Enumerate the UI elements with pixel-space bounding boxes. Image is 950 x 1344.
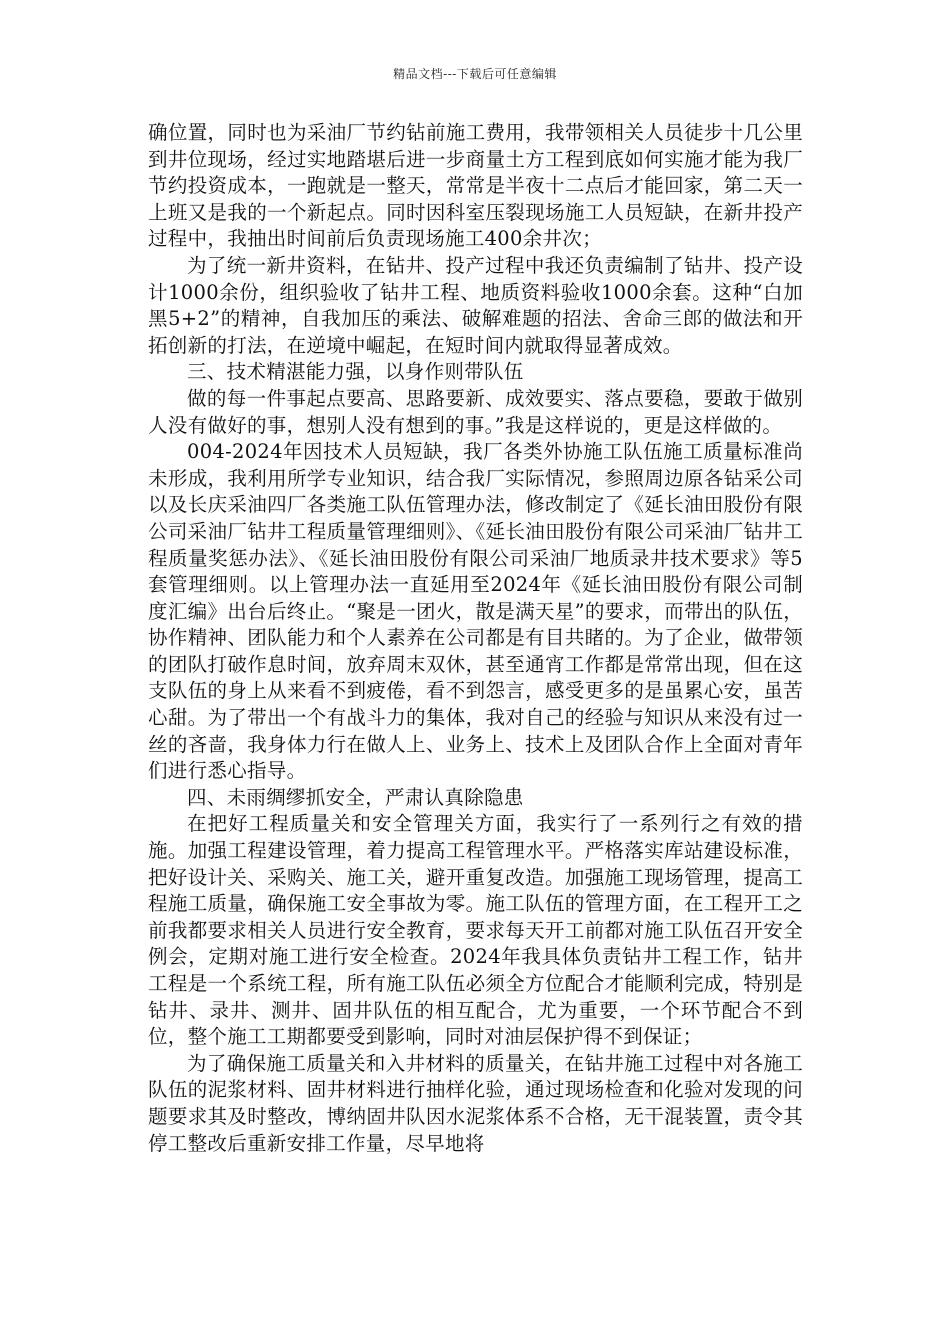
page-header: 精品文档---下载后可任意编辑: [393, 67, 557, 81]
paragraph: 在把好工程质量关和安全管理关方面，我实行了一系列行之有效的措施。加强工程建设管理，着力提高工程管理水平。严格落实库站建设标准，把好设计关、采购关、施工关，避开重复改造。加强施工现场管理，提高工程施工质量，确保施工安全事故为零。施工队伍的管理方面，在工程开工之前我都要求相关人员进行安全教育，要求每天开工前都对施工队伍召开安全例会，定期对施工进行安全检查。2024年我具体负责钻井工程工作，钻井工程是一个系统工程，所有施工队伍必须全方位配合才能顺利完成，特别是钻井、录井、测井、固井队伍的相互配合，尤为重要，一个环节配合不到位，整个施工工期都要受到影响，同时对油层保护得不到保证；: [148, 812, 803, 1049]
document-body: [148, 120, 803, 1157]
paragraph: 004-2024年因技术人员短缺，我厂各类外协施工队伍施工质量标准尚未形成，我利用所学专业知识，结合我厂实际情况，参照周边原各钻采公司以及长庆采油四厂各类施工队伍管理办法，修改制定了《延长油田股份有限公司采油厂钻井工程质量管理细则》、《延长油田股份有限公司采油厂钻井工程质量奖惩办法》、《延长油田股份有限公司采油厂地质录井技术要求》等5套管理细则。以上管理办法一直延用至2024年《延长油田股份有限公司制度汇编》出台后终止。“聚是一团火，散是满天星”的要求，而带出的队伍，协作精神、团队能力和个人素养在公司都是有目共睹的。为了企业，做带领的团队打破作息时间，放弃周末双休，甚至通宵工作都是常常出现，但在这支队伍的身上从来看不到疲倦，看不到怨言，感受更多的是虽累心安，虽苦心甜。为了带出一个有战斗力的集体，我对自己的经验与知识从来没有过一丝的吝啬，我身体力行在做人上、业务上、技术上及团队合作上全面对青年们进行悉心指导。: [148, 440, 803, 783]
section-heading: 四、未雨绸缪抓安全，严肃认真除隐患: [187, 785, 524, 809]
paragraph: 确位置，同时也为采油厂节约钻前施工费用，我带领相关人员徒步十几公里到井位现场，经过实地踏堪后进一步商量土方工程到底如何实施才能为我厂节约投资成本，一跑就是一整天，常常是半夜十二点后才能回家，第二天一上班又是我的一个新起点。同时因科室压裂现场施工人员短缺，在新井投产过程中，我抽出时间前后负责现场施工400余井次；: [148, 121, 803, 251]
section-heading: 三、技术精湛能力强，以身作则带队伍: [187, 360, 524, 384]
paragraph: 做的每一件事起点要高、思路要新、成效要实、落点要稳，要敢于做别人没有做好的事，想别人没有想到的事。”我是这样说的，更是这样做的。: [148, 386, 803, 437]
paragraph: 为了统一新井资料，在钻井、投产过程中我还负责编制了钻井、投产设计1000余份，组织验收了钻井工程、地质资料验收1000余套。这种“白加黑5+2”的精神，自我加压的乘法、破解难题的招法、舍命三郎的做法和开拓创新的打法，在逆境中崛起，在短时间内就取得显著成效。: [148, 253, 803, 357]
paragraph: 为了确保施工质量关和入井材料的质量关，在钻井施工过程中对各施工队伍的泥浆材料、固井材料进行抽样化验，通过现场检查和化验对发现的问题要求其及时整改，博纳固井队因水泥浆体系不合格，无干混装置，责令其停工整改后重新安排工作量，尽早地将: [148, 1051, 803, 1155]
